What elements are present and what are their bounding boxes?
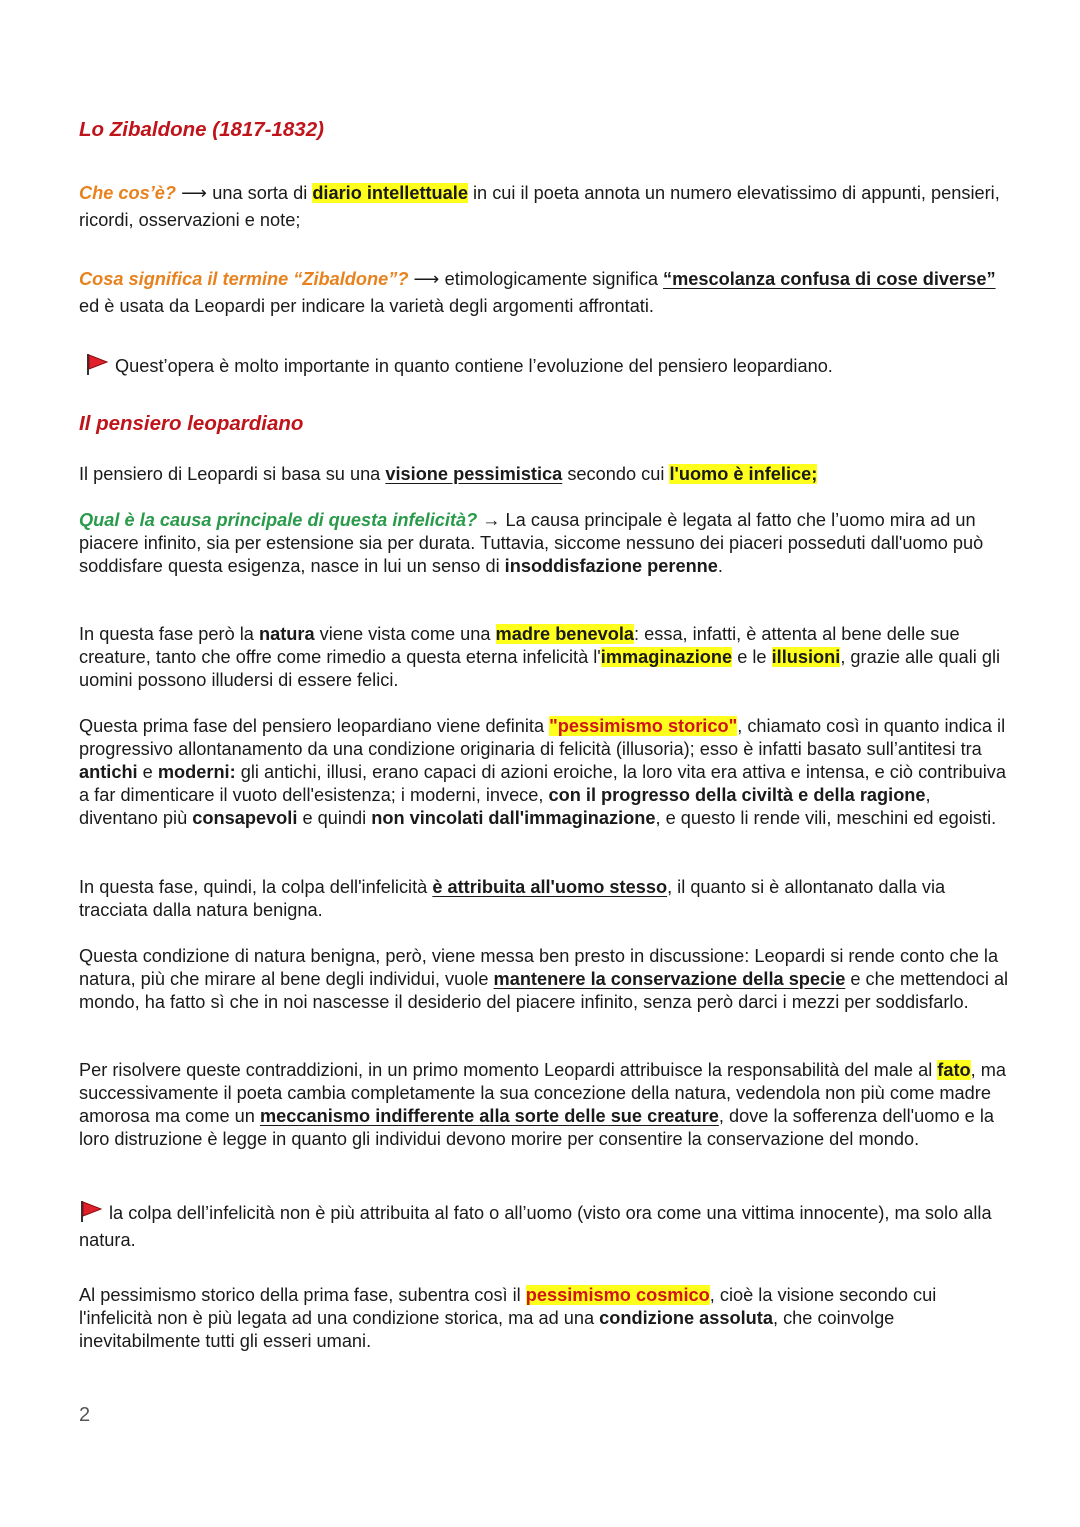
text: In questa fase, quindi, la colpa dell'infelicità	[79, 877, 433, 897]
paragraph-natura-benigna	[79, 945, 1009, 1014]
emphasis-conservazione: mantenere la conservazione della specie	[493, 969, 846, 989]
paragraph-pessimismo-cosmico	[79, 1284, 1009, 1353]
text: , dove la sofferenza dell'uomo e la loro distruzione è legge in quanto gli individui devono morire per consentire la conservazione del mondo.	[79, 1106, 994, 1149]
text: e le	[732, 647, 772, 667]
bold-natura: natura	[258, 624, 315, 644]
text: , diventano più	[79, 785, 931, 828]
paragraph-what-is	[79, 180, 1009, 234]
emphasis-mescolanza: “mescolanza confusa di cose diverse”	[663, 269, 996, 289]
paragraph-colpa-uomo	[79, 876, 1009, 922]
highlight-madre: madre benevola	[495, 624, 635, 644]
text: Al pessimismo storico della prima fase, subentra così il	[79, 1285, 526, 1305]
question-what-is: Che cos’è?	[79, 183, 177, 203]
highlight-infelice: l'uomo è infelice;	[669, 464, 818, 484]
bold-moderni: moderni:	[157, 762, 236, 782]
highlight-immaginazione: immaginazione	[600, 647, 733, 667]
paragraph-visione	[79, 463, 1009, 486]
section-title-pensiero: Il pensiero leopardiano	[79, 412, 304, 435]
highlight-pessimismo-storico: "pessimismo storico"	[549, 716, 738, 736]
bold-non-vincolati: non vincolati dall'immaginazione	[371, 808, 656, 828]
bold-progresso: con il progresso della civiltà e della ragione	[548, 785, 926, 805]
text: Il pensiero di Leopardi si basa su una	[79, 464, 386, 484]
arrow-icon: ⟶	[408, 269, 445, 289]
question-meaning: Cosa significa il termine “Zibaldone”?	[79, 269, 409, 289]
note-importance	[85, 352, 1015, 378]
text: , e questo li rende vili, meschini ed egoisti.	[655, 808, 997, 828]
note-text: la colpa dell’infelicità non è più attribuita al fato o all’uomo (visto ora come una vittima innocente), ma solo alla natura.	[79, 1203, 992, 1250]
highlight-diario: diario intellettuale	[312, 183, 468, 203]
note-colpa-natura	[79, 1199, 1009, 1254]
text: ed è usata da Leopardi per indicare la varietà degli argomenti affrontati.	[79, 296, 654, 316]
text: , il quanto si è allontanato dalla via tracciata dalla natura benigna.	[79, 877, 946, 920]
highlight-pessimismo-cosmico: pessimismo cosmico	[525, 1285, 710, 1305]
text: : essa, infatti, è attenta al bene delle sue creature, tanto che offre come rimedio a questa eterna infelicità l'	[79, 624, 960, 667]
text: e quindi	[297, 808, 372, 828]
text: , cioè la visione secondo cui l'infelicità non è più legata ad una condizione storica, ma ad una	[79, 1285, 937, 1328]
text: Questa prima fase del pensiero leopardiano viene definita	[79, 716, 550, 736]
arrow-icon: →	[477, 510, 506, 530]
text: , grazie alle quali gli uomini possono illudersi di essere felici.	[79, 647, 1001, 690]
section-title-zibaldone: Lo Zibaldone (1817-1832)	[79, 118, 324, 141]
paragraph-natura	[79, 623, 1009, 692]
text: La causa principale è legata al fatto che l’uomo mira ad un piacere infinito, sia per estensione sia per durata. Tuttavia, siccome nessuno dei piaceri posseduti dall'uomo può soddisfare questa esigenza, nasce in lui un senso di	[79, 510, 984, 576]
note-text: Quest’opera è molto importante in quanto contiene l’evoluzione del pensiero leopardiano.	[115, 356, 833, 376]
text: , che coinvolge inevitabilmente tutti gli esseri umani.	[79, 1308, 895, 1351]
text: secondo cui	[562, 464, 670, 484]
emphasis-visione: visione pessimistica	[385, 464, 563, 484]
text: una sorta di	[212, 183, 313, 203]
paragraph-fato	[79, 1059, 1009, 1151]
bold-insoddisfazione: insoddisfazione perenne	[504, 556, 718, 576]
text: in cui il poeta annota un numero elevatissimo di appunti, pensieri, ricordi, osservazioni e note;	[79, 183, 1000, 230]
text: etimologicamente significa	[444, 269, 663, 289]
text: e	[137, 762, 158, 782]
paragraph-pessimismo-storico	[79, 715, 1009, 830]
paragraph-causa	[79, 509, 1009, 578]
text: In questa fase però la	[79, 624, 259, 644]
text: .	[717, 556, 723, 576]
highlight-fato: fato	[937, 1060, 971, 1080]
question-causa: Qual è la causa principale di questa infelicità?	[79, 510, 478, 530]
bold-consapevoli: consapevoli	[192, 808, 298, 828]
bold-antichi: antichi	[79, 762, 138, 782]
emphasis-attribuita: è attribuita all'uomo stesso	[432, 877, 668, 897]
text: gli antichi, illusi, erano capaci di azioni eroiche, la loro vita era attiva e intensa, e ciò contribuiva a far dimenticare il vuoto dell'esistenza; i moderni, invece,	[79, 762, 1007, 805]
text: , ma successivamente il poeta cambia completamente la sua concezione della natura, vedendola non più come madre amorosa ma come un	[79, 1060, 1007, 1126]
text: Questa condizione di natura benigna, però, viene messa ben presto in discussione: Leopardi si rende conto che la natura, più che mirare al bene degli individui, vuole	[79, 946, 999, 989]
text: Per risolvere queste contraddizioni, in un primo momento Leopardi attribuisce la responsabilità del male al	[79, 1060, 938, 1080]
flag-icon	[85, 352, 109, 376]
text: viene vista come una	[314, 624, 496, 644]
flag-icon	[79, 1199, 103, 1223]
emphasis-meccanismo: meccanismo indifferente alla sorte delle sue creature	[259, 1106, 719, 1126]
bold-condizione-assoluta: condizione assoluta	[599, 1308, 773, 1328]
text: e che mettendoci al mondo, ha fatto sì che in noi nascesse il desiderio del piacere infinito, senza però darci i mezzi per soddisfarlo.	[79, 969, 1009, 1012]
text: , chiamato così in quanto indica il progressivo allontanamento da una condizione originaria di felicità (illusoria); esso è infatti basato sull’antitesi tra	[79, 716, 1006, 759]
page-number: 2	[79, 1404, 91, 1426]
highlight-illusioni: illusioni	[771, 647, 841, 667]
arrow-icon: ⟶	[176, 183, 213, 203]
paragraph-meaning	[79, 266, 1009, 320]
